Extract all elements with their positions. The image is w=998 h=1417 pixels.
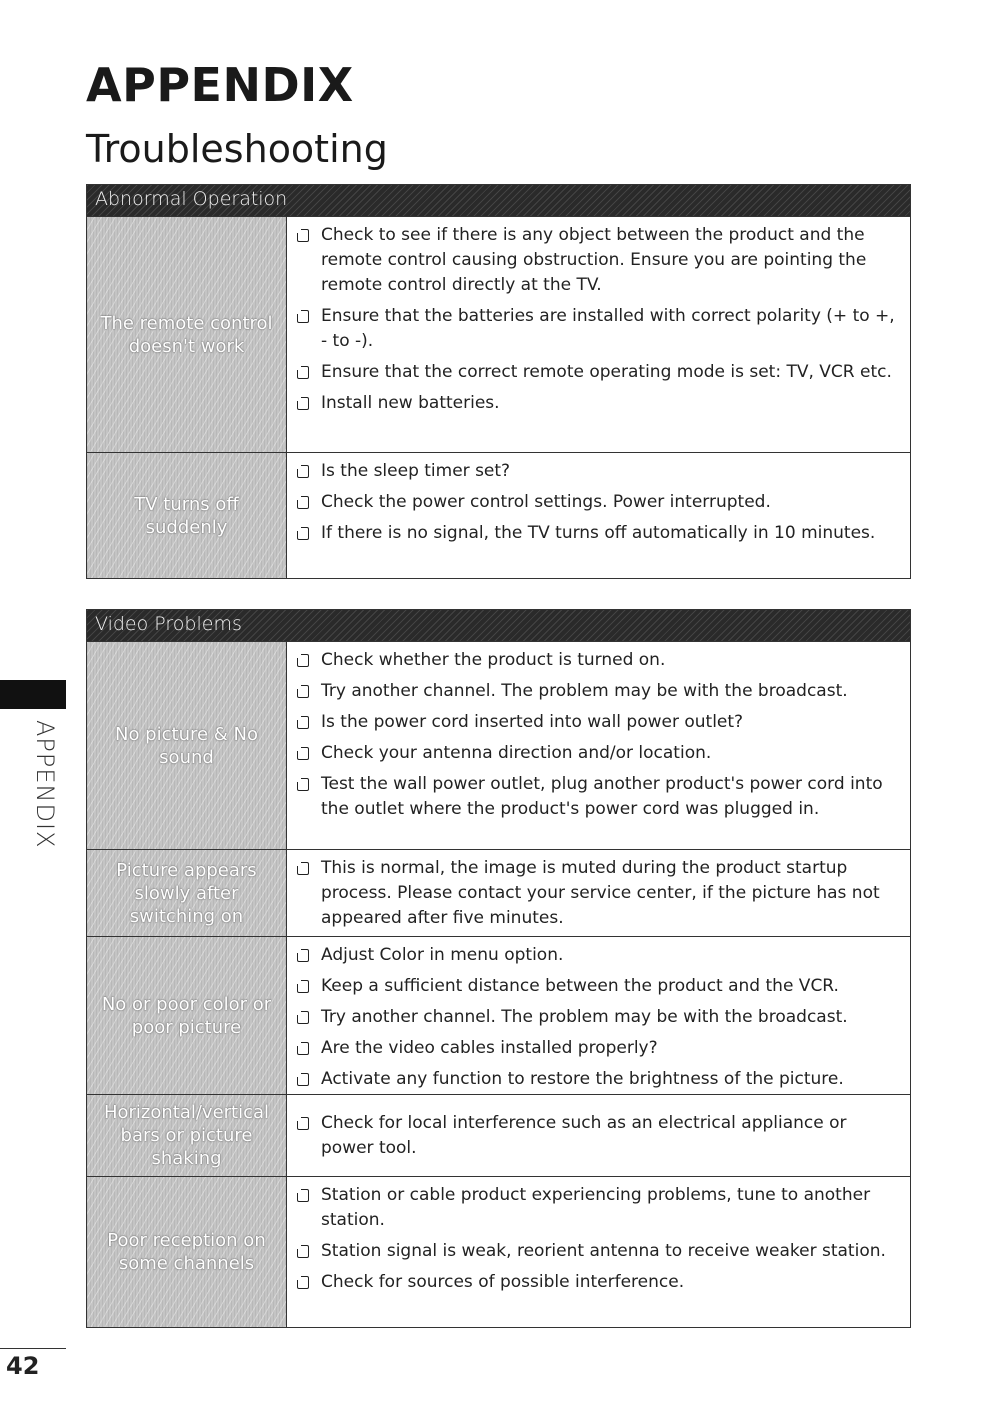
solution-text: Check your antenna direction and/or location. bbox=[321, 743, 712, 763]
solution-cell bbox=[287, 1177, 910, 1327]
checkbox-bullet-icon bbox=[297, 310, 309, 323]
table-row bbox=[87, 936, 910, 1094]
checkbox-bullet-icon bbox=[297, 1117, 309, 1130]
solution-item bbox=[295, 490, 902, 515]
solution-text: Station or cable product experiencing problems, tune to another station. bbox=[321, 1185, 871, 1230]
solution-item bbox=[295, 856, 902, 931]
solution-item bbox=[295, 943, 902, 968]
solution-text: Activate any function to restore the brightness of the picture. bbox=[321, 1069, 844, 1089]
solution-item bbox=[295, 1067, 902, 1092]
solution-text: Test the wall power outlet, plug another product's power cord into the outlet where the product's power cord was plugged in. bbox=[321, 774, 883, 819]
solution-cell bbox=[287, 642, 910, 849]
solution-text: Keep a sufficient distance between the product and the VCR. bbox=[321, 976, 839, 996]
problem-cell: The remote control doesn't work bbox=[87, 217, 287, 452]
solution-text: This is normal, the image is muted during the product startup process. Please contact your service center, if the picture has not appeared after five minutes. bbox=[321, 858, 880, 928]
solution-item bbox=[295, 391, 902, 416]
solution-item bbox=[295, 223, 902, 298]
checkbox-bullet-icon bbox=[297, 496, 309, 509]
solution-item bbox=[295, 974, 902, 999]
problem-cell: No or poor color or poor picture bbox=[87, 937, 287, 1094]
table-row bbox=[87, 216, 910, 452]
checkbox-bullet-icon bbox=[297, 1245, 309, 1258]
table-row bbox=[87, 641, 910, 849]
solution-item bbox=[295, 1111, 902, 1161]
checkbox-bullet-icon bbox=[297, 527, 309, 540]
solution-text: Check to see if there is any object between the product and the remote control causing obstruction. Ensure you are pointing the remote control directly at the TV. bbox=[321, 225, 867, 295]
checkbox-bullet-icon bbox=[297, 685, 309, 698]
table-row bbox=[87, 1176, 910, 1327]
checkbox-bullet-icon bbox=[297, 1189, 309, 1202]
solution-text: Check whether the product is turned on. bbox=[321, 650, 666, 670]
solution-text: Adjust Color in menu option. bbox=[321, 945, 564, 965]
solution-item bbox=[295, 1270, 902, 1295]
solution-item bbox=[295, 1239, 902, 1264]
solution-item bbox=[295, 1183, 902, 1233]
table-row bbox=[87, 452, 910, 578]
solution-item bbox=[295, 459, 902, 484]
solution-item bbox=[295, 741, 902, 766]
solution-text: Check for local interference such as an electrical appliance or power tool. bbox=[321, 1112, 847, 1158]
page-subtitle: Troubleshooting bbox=[86, 127, 388, 171]
solution-text: Try another channel. The problem may be with the broadcast. bbox=[321, 1007, 848, 1027]
checkbox-bullet-icon bbox=[297, 397, 309, 410]
checkbox-bullet-icon bbox=[297, 980, 309, 993]
solution-text: Try another channel. The problem may be with the broadcast. bbox=[321, 681, 848, 701]
solution-item bbox=[295, 360, 902, 385]
solution-text: Ensure that the batteries are installed with correct polarity (+ to +, - to -). bbox=[321, 306, 895, 351]
page-number-rule bbox=[0, 1348, 66, 1349]
checkbox-bullet-icon bbox=[297, 778, 309, 791]
solution-text: Are the video cables installed properly? bbox=[321, 1038, 658, 1058]
problem-cell: No picture & No sound bbox=[87, 642, 287, 849]
solution-text: Ensure that the correct remote operating mode is set: TV, VCR etc. bbox=[321, 362, 892, 382]
solution-text: Is the power cord inserted into wall power outlet? bbox=[321, 712, 744, 732]
checkbox-bullet-icon bbox=[297, 229, 309, 242]
solution-text: Is the sleep timer set? bbox=[321, 461, 511, 481]
solution-text: If there is no signal, the TV turns off automatically in 10 minutes. bbox=[321, 523, 876, 543]
table-row bbox=[87, 849, 910, 936]
solution-cell bbox=[287, 850, 910, 936]
checkbox-bullet-icon bbox=[297, 1042, 309, 1055]
problem-cell: Picture appears slowly after switching on bbox=[87, 850, 287, 936]
side-tab-marker bbox=[0, 680, 66, 709]
page-title: APPENDIX bbox=[86, 58, 354, 112]
solution-item bbox=[295, 1005, 902, 1030]
problem-cell: Poor reception on some channels bbox=[87, 1177, 287, 1327]
solution-item bbox=[295, 1036, 902, 1061]
side-label: APPENDIX bbox=[31, 720, 59, 849]
table-row bbox=[87, 1094, 910, 1176]
checkbox-bullet-icon bbox=[297, 1276, 309, 1289]
solution-item bbox=[295, 648, 902, 673]
solution-item bbox=[295, 521, 902, 546]
checkbox-bullet-icon bbox=[297, 1011, 309, 1024]
solution-text: Install new batteries. bbox=[321, 393, 500, 413]
solution-text: Check the power control settings. Power interrupted. bbox=[321, 492, 771, 512]
solution-item bbox=[295, 772, 902, 822]
solution-text: Check for sources of possible interference. bbox=[321, 1272, 685, 1292]
solution-text: Station signal is weak, reorient antenna to receive weaker station. bbox=[321, 1241, 886, 1261]
page-number: 42 bbox=[6, 1352, 40, 1380]
section-header: Video Problems bbox=[87, 610, 910, 641]
checkbox-bullet-icon bbox=[297, 654, 309, 667]
solution-cell bbox=[287, 217, 910, 452]
section-header: Abnormal Operation bbox=[87, 185, 910, 216]
checkbox-bullet-icon bbox=[297, 949, 309, 962]
solution-cell bbox=[287, 1095, 910, 1176]
checkbox-bullet-icon bbox=[297, 716, 309, 729]
checkbox-bullet-icon bbox=[297, 1073, 309, 1086]
video-problems-table bbox=[86, 609, 911, 1328]
abnormal-operation-table bbox=[86, 184, 911, 579]
checkbox-bullet-icon bbox=[297, 366, 309, 379]
solution-item bbox=[295, 679, 902, 704]
problem-cell: TV turns off suddenly bbox=[87, 453, 287, 578]
solution-item bbox=[295, 710, 902, 735]
checkbox-bullet-icon bbox=[297, 862, 309, 875]
checkbox-bullet-icon bbox=[297, 465, 309, 478]
checkbox-bullet-icon bbox=[297, 747, 309, 760]
solution-cell bbox=[287, 453, 910, 578]
solution-item bbox=[295, 304, 902, 354]
solution-cell bbox=[287, 937, 910, 1094]
problem-cell: Horizontal/vertical bars or picture shaking bbox=[87, 1095, 287, 1176]
